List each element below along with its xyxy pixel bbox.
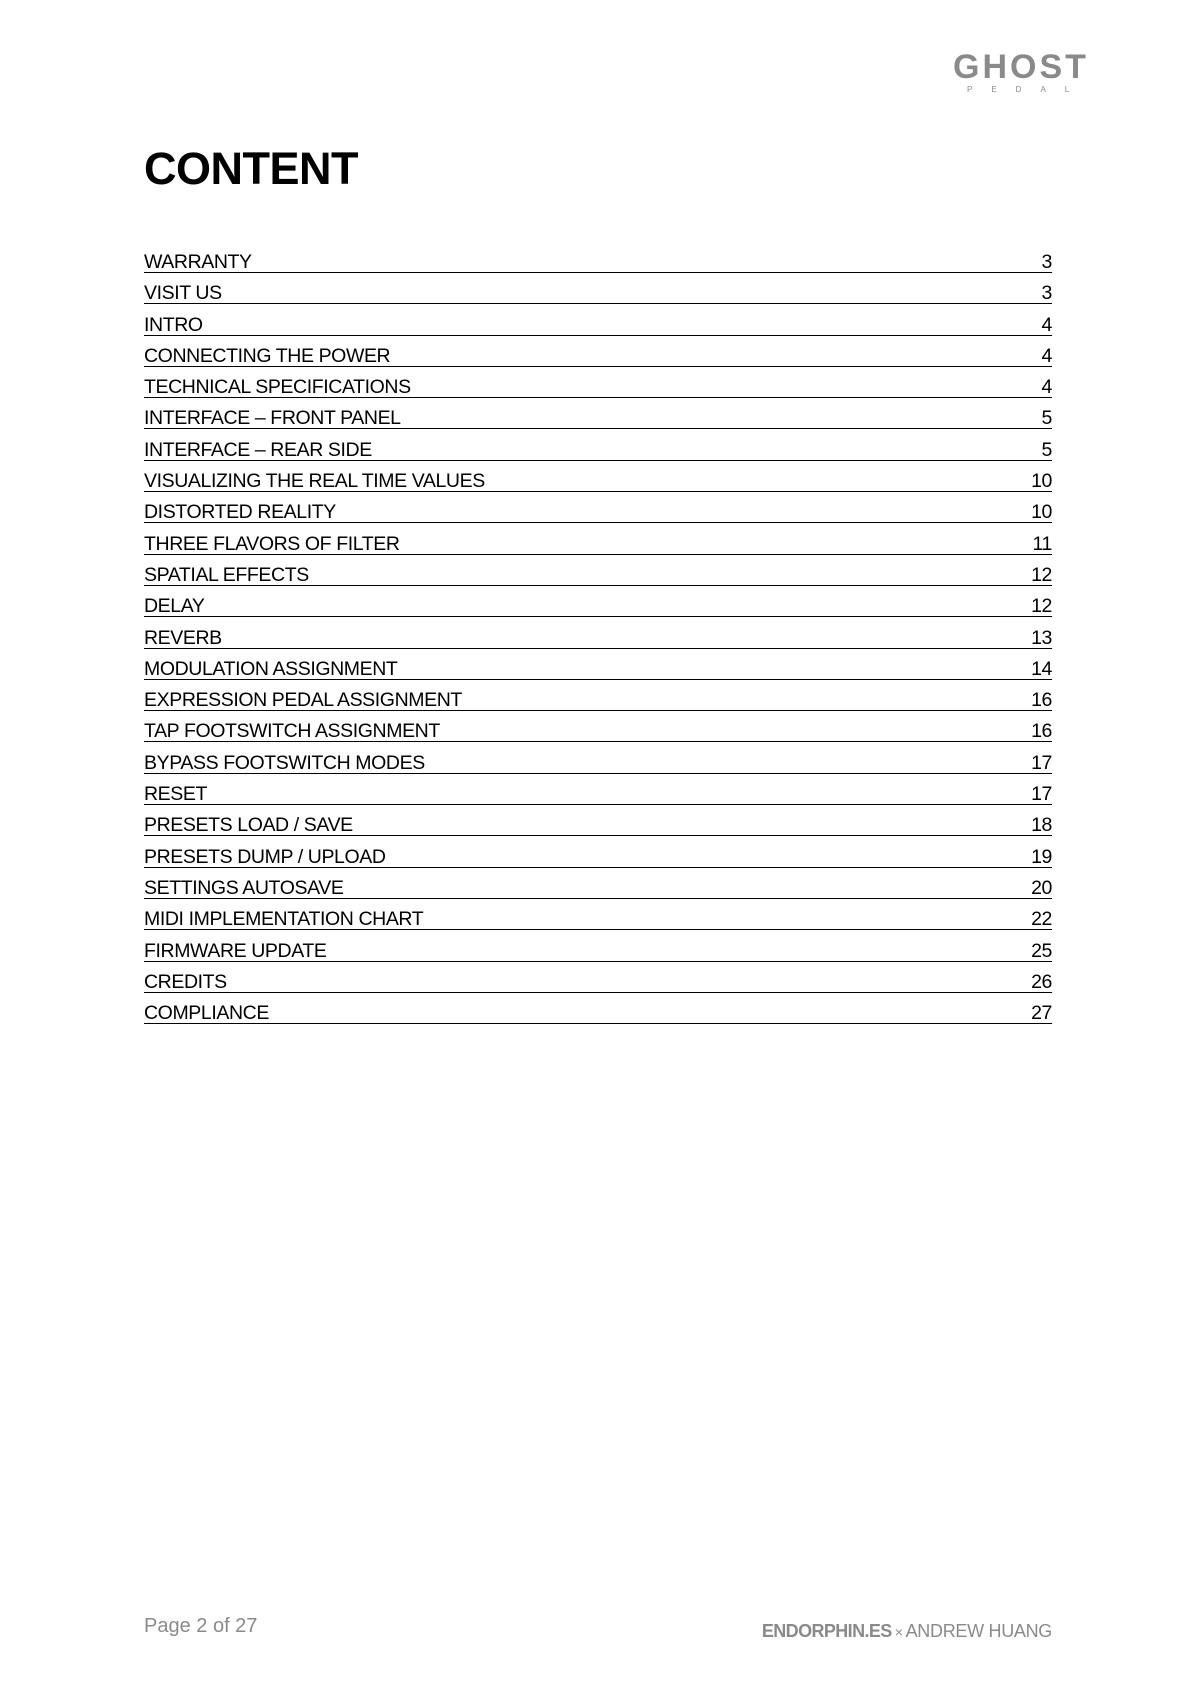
toc-entry[interactable] (144, 868, 1052, 899)
toc-entry-page: 17 (1031, 783, 1052, 806)
toc-entry-page: 3 (1041, 251, 1052, 273)
toc-entry-title: SETTINGS AUTOSAVE (144, 876, 344, 899)
toc-entry-page: 14 (1031, 657, 1052, 680)
ghost-pedal-logo (953, 48, 1089, 95)
toc-entry-title: INTERFACE – REAR SIDE (144, 438, 372, 461)
table-of-contents (144, 250, 1052, 1024)
page-title: CONTENT (144, 143, 358, 194)
toc-entry[interactable] (144, 461, 1052, 492)
toc-entry-page: 16 (1031, 689, 1052, 712)
toc-entry-page: 13 (1031, 626, 1052, 649)
toc-entry[interactable] (144, 711, 1052, 742)
toc-entry-title: CONNECTING THE POWER (144, 344, 391, 367)
toc-entry[interactable] (144, 774, 1052, 805)
toc-entry-page: 16 (1031, 720, 1052, 743)
toc-entry[interactable] (144, 250, 1052, 273)
toc-entry[interactable] (144, 555, 1052, 586)
brand-separator: × (894, 1624, 903, 1640)
toc-entry-title: FIRMWARE UPDATE (144, 939, 327, 962)
toc-entry-page: 3 (1041, 282, 1052, 305)
toc-entry[interactable] (144, 273, 1052, 304)
toc-entry[interactable] (144, 398, 1052, 429)
toc-entry-title: TAP FOOTSWITCH ASSIGNMENT (144, 720, 440, 743)
toc-entry-title: INTRO (144, 313, 203, 336)
toc-entry[interactable] (144, 899, 1052, 930)
toc-entry-title: DELAY (144, 595, 205, 618)
toc-entry-page: 10 (1031, 501, 1052, 524)
toc-entry-page: 5 (1041, 438, 1052, 461)
toc-entry[interactable] (144, 649, 1052, 680)
toc-entry[interactable] (144, 805, 1052, 836)
toc-entry-page: 4 (1041, 344, 1052, 367)
toc-entry-page: 11 (1032, 532, 1052, 555)
toc-entry[interactable] (144, 680, 1052, 711)
toc-entry-title: RESET (144, 783, 208, 806)
toc-entry-title: PRESETS DUMP / UPLOAD (144, 845, 386, 868)
toc-entry-page: 17 (1031, 751, 1052, 774)
toc-entry-title: SPATIAL EFFECTS (144, 563, 309, 586)
toc-entry[interactable] (144, 523, 1052, 554)
toc-entry-title: INTERFACE – FRONT PANEL (144, 407, 401, 430)
toc-entry-title: MODULATION ASSIGNMENT (144, 657, 398, 680)
toc-entry[interactable] (144, 993, 1052, 1024)
toc-entry-page: 20 (1031, 876, 1052, 899)
toc-entry[interactable] (144, 304, 1052, 335)
toc-entry-title: WARRANTY (144, 251, 252, 273)
toc-entry-title: THREE FLAVORS OF FILTER (144, 532, 400, 555)
toc-entry-page: 19 (1031, 845, 1052, 868)
toc-entry-page: 18 (1031, 814, 1052, 837)
toc-entry-title: DISTORTED REALITY (144, 501, 336, 524)
footer-brand (762, 1621, 1052, 1642)
toc-entry-page: 12 (1031, 563, 1052, 586)
logo-main-text: GHOST (953, 48, 1089, 86)
toc-entry[interactable] (144, 836, 1052, 867)
toc-entry[interactable] (144, 742, 1052, 773)
toc-entry[interactable] (144, 586, 1052, 617)
toc-entry-title: BYPASS FOOTSWITCH MODES (144, 751, 425, 774)
toc-entry[interactable] (144, 962, 1052, 993)
toc-entry[interactable] (144, 492, 1052, 523)
toc-entry-title: REVERB (144, 626, 222, 649)
toc-entry[interactable] (144, 367, 1052, 398)
page-number: Page 2 of 27 (144, 1615, 258, 1637)
toc-entry-page: 22 (1031, 908, 1052, 931)
toc-entry-title: CREDITS (144, 970, 227, 993)
partner-name: ANDREW HUANG (905, 1621, 1052, 1641)
toc-entry-title: VISIT US (144, 282, 222, 305)
toc-entry-title: PRESETS LOAD / SAVE (144, 814, 353, 837)
toc-entry-title: MIDI IMPLEMENTATION CHART (144, 908, 424, 931)
toc-entry-page: 26 (1031, 970, 1052, 993)
toc-entry-page: 10 (1031, 470, 1052, 493)
toc-entry[interactable] (144, 930, 1052, 961)
toc-entry-page: 5 (1041, 407, 1052, 430)
toc-entry-title: VISUALIZING THE REAL TIME VALUES (144, 470, 485, 493)
toc-entry-title: TECHNICAL SPECIFICATIONS (144, 376, 411, 399)
toc-entry-page: 27 (1031, 1002, 1052, 1025)
toc-entry-title: EXPRESSION PEDAL ASSIGNMENT (144, 689, 462, 712)
toc-entry[interactable] (144, 336, 1052, 367)
toc-entry-page: 4 (1041, 313, 1052, 336)
toc-entry-page: 25 (1031, 939, 1052, 962)
toc-entry-title: COMPLIANCE (144, 1002, 269, 1025)
toc-entry[interactable] (144, 617, 1052, 648)
logo-sub-text: PEDAL (967, 85, 1089, 94)
brand-name: ENDORPHIN.ES (761, 1621, 892, 1641)
toc-entry-page: 4 (1041, 376, 1052, 399)
toc-entry[interactable] (144, 429, 1052, 460)
toc-entry-page: 12 (1031, 595, 1052, 618)
